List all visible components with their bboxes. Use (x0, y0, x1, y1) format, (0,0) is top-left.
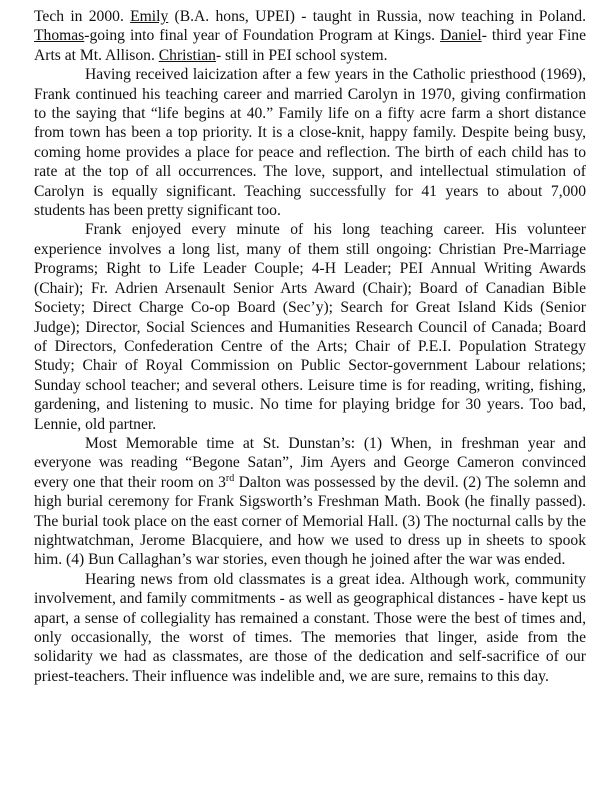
paragraph-lead-text: Tech in 2000. (34, 8, 131, 25)
emily-text: (B.A. hons, UPEI) - taught in Russia, now teaching in Poland. (168, 8, 586, 25)
name-thomas: Thomas (34, 27, 85, 45)
paragraph-family-life: Having received laicization after a few years in the Catholic priesthood (1969), Frank continued his teaching career and married Carolyn in 1970, giving confirmation to the saying that “life begins at 40.” Family life on a fifty acre farm a short distance from town has been a top priority. It is a close-knit, happy family. Despite being busy, coming home provides a place for peace and reflection. The birth of each child has to rate at the top of all occurrences. The love, support, and intellectual stimulation of Carolyn is equally significant. Teaching successfully for 41 years to about 7,000 students has been pretty significant too. (34, 66, 586, 220)
paragraph-classmates: Hearing news from old classmates is a great idea. Although work, community involvement, and family commitments - as well as geographical distances - have kept us apart, a sense of collegiality has remained a constant. Those were the best of times and, only occasionally, the worst of times. The memories that linger, aside from the solidarity we had as classmates, are those of the dedication and self-sacrifice of our priest-teachers. Their influence was indelible and, we are sure, remains to this day. (34, 570, 586, 685)
paragraph-children (34, 7, 586, 65)
christian-text: - still in PEI school system. (215, 46, 388, 64)
daniel-text: - third year Fine Arts at Mt. Allison. (34, 27, 586, 64)
paragraph-volunteer: Frank enjoyed every minute of his long teaching career. His volunteer experience involves a long list, many of them still ongoing: Christian Pre-Marriage Programs; Right to Life Leader Couple; 4-H Leader; PEI Annual Writing Awards (Chair); Fr. Adrien Arsenault Senior Arts Award (Chair); Board of Canadian Bible Society; Direct Charge Co-op Board (Sec’y); Search for Great Island Kids (Senior Judge); Director, Social Sciences and Humanities Research Council of Canada; Board of Directors, Confederation Centre of the Arts; Chair of P.E.I. Population Strategy Study; Chair of Royal Commission on Public Sector-government Labour relations; Sunday school teacher; and several others. Leisure time is for reading, writing, fishing, gardening, and listening to music. No time for playing bridge for 30 years. Too bad, Lennie, old partner. (34, 221, 586, 433)
memorable-text-a: Most Memorable time at St. Dunstan’s: (1) When, in freshman year and everyone was reading “Begone Satan”, Jim Ayers and George Cameron convinced every one that their room on 3 (34, 434, 586, 491)
thomas-text: -going into final year of Foundation Program at Kings. (84, 27, 441, 45)
paragraph-memorable-time (34, 434, 586, 570)
name-christian: Christian (158, 46, 216, 64)
name-emily: Emily (130, 8, 169, 25)
memorable-text-b: Dalton was possessed by the devil. (2) The solemn and high burial ceremony for Frank Sigsworth’s Freshman Math. Book (he finally passed). The burial took place on the east corner of Memorial Hall. (3) The nocturnal calls by the nightwatchman, Jerome Blacquiere, and how we used to dress up in sheets to spook him. (4) Bun Callaghan’s war stories, even though he joined after the war was ended. (34, 473, 586, 569)
ordinal-superscript: rd (225, 472, 235, 484)
name-daniel: Daniel (440, 27, 482, 45)
